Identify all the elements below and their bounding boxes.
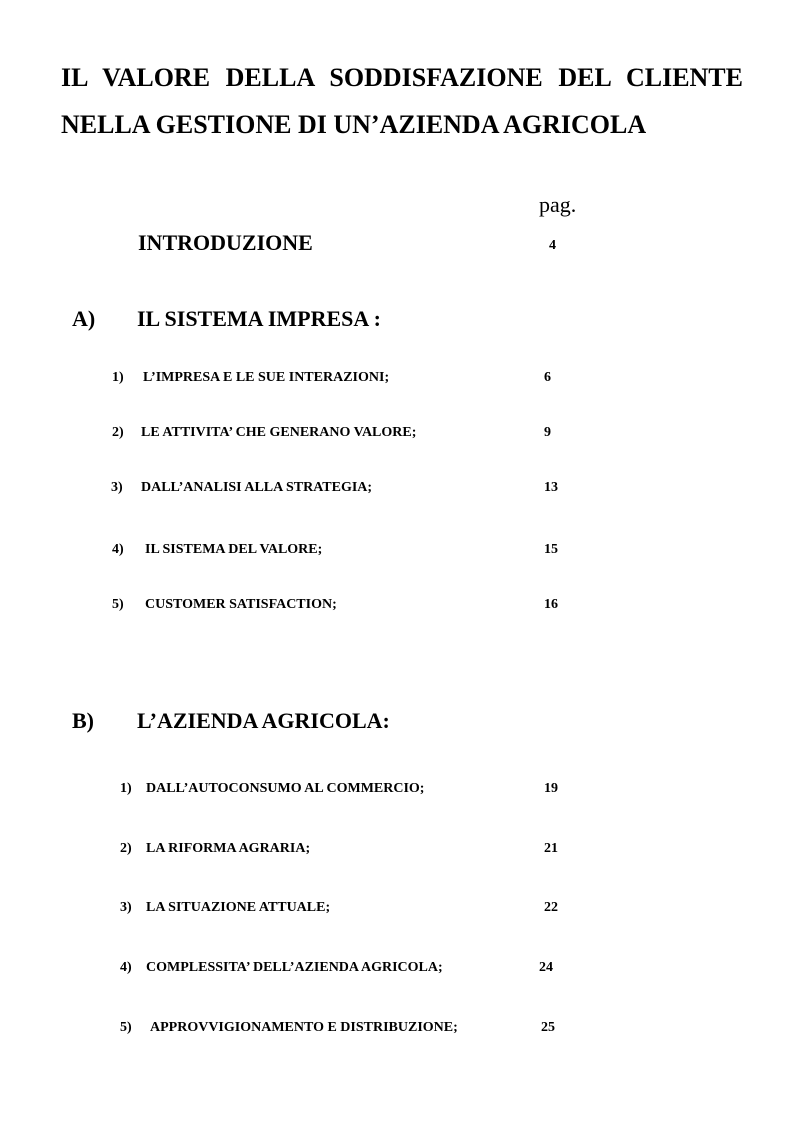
toc-b-2-label: LA RIFORMA AGRARIA; bbox=[146, 841, 311, 856]
toc-b-5-label: APPROVVIGIONAMENTO E DISTRIBUZIONE; bbox=[150, 1020, 458, 1035]
toc-b-3-number: 3) bbox=[120, 900, 132, 915]
toc-b-4-label: COMPLESSITA’ DELL’AZIENDA AGRICOLA; bbox=[146, 960, 443, 975]
toc-a-2-page: 9 bbox=[544, 425, 551, 440]
page-column-header: pag. bbox=[539, 192, 577, 217]
section-a-letter: A) bbox=[72, 306, 96, 331]
toc-a-5-page: 16 bbox=[544, 597, 558, 612]
toc-b-2-page: 21 bbox=[544, 841, 558, 856]
toc-b-3-label: LA SITUAZIONE ATTUALE; bbox=[146, 900, 331, 915]
toc-a-4-label: IL SISTEMA DEL VALORE; bbox=[145, 542, 323, 557]
toc-b-5-page: 25 bbox=[541, 1020, 555, 1035]
toc-a-3-number: 3) bbox=[111, 480, 123, 495]
toc-intro-label: INTRODUZIONE bbox=[138, 230, 313, 255]
toc-intro-page: 4 bbox=[549, 238, 556, 253]
toc-b-4-number: 4) bbox=[120, 960, 132, 975]
toc-a-5-label: CUSTOMER SATISFACTION; bbox=[145, 597, 337, 612]
toc-a-2-label: LE ATTIVITA’ CHE GENERANO VALORE; bbox=[141, 425, 417, 440]
toc-a-1-number: 1) bbox=[112, 370, 124, 385]
section-a-title: IL SISTEMA IMPRESA : bbox=[137, 306, 381, 331]
toc-a-1-label: L’IMPRESA E LE SUE INTERAZIONI; bbox=[143, 370, 390, 385]
toc-b-1-page: 19 bbox=[544, 781, 558, 796]
toc-b-1-label: DALL’AUTOCONSUMO AL COMMERCIO; bbox=[146, 781, 425, 796]
toc-a-5-number: 5) bbox=[112, 597, 124, 612]
toc-b-4-page: 24 bbox=[539, 960, 553, 975]
document-title-line-2: NELLA GESTIONE DI UN’AZIENDA AGRICOLA bbox=[61, 110, 647, 139]
toc-b-3-page: 22 bbox=[544, 900, 558, 915]
toc-a-2-number: 2) bbox=[112, 425, 124, 440]
section-b-title: L’AZIENDA AGRICOLA: bbox=[137, 708, 390, 733]
toc-b-5-number: 5) bbox=[120, 1020, 132, 1035]
document-title-line-1: IL VALORE DELLA SODDISFAZIONE DEL CLIENTE bbox=[61, 63, 743, 92]
toc-b-1-number: 1) bbox=[120, 781, 132, 796]
toc-a-4-number: 4) bbox=[112, 542, 124, 557]
toc-a-1-page: 6 bbox=[544, 370, 551, 385]
toc-a-3-page: 13 bbox=[544, 480, 558, 495]
toc-a-3-label: DALL’ANALISI ALLA STRATEGIA; bbox=[141, 480, 373, 495]
toc-a-4-page: 15 bbox=[544, 542, 558, 557]
section-b-letter: B) bbox=[72, 708, 94, 733]
toc-b-2-number: 2) bbox=[120, 841, 132, 856]
